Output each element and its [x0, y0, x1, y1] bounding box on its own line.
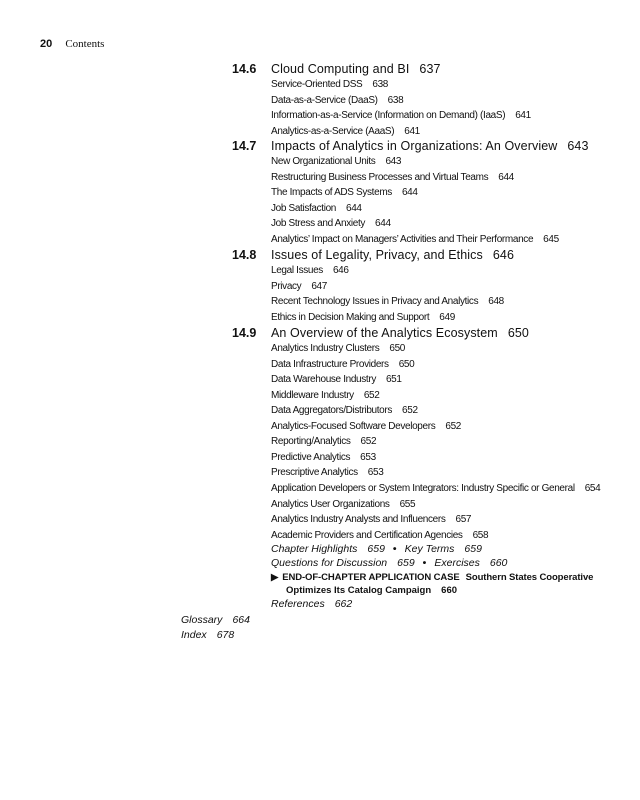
toc-entry-page: 655: [399, 498, 416, 510]
toc-entry-title: Recent Technology Issues in Privacy and Analytics: [271, 296, 479, 308]
chapter-highlights-page: 659: [367, 543, 385, 555]
toc-entry-title: The Impacts of ADS Systems: [271, 187, 392, 199]
page-number: 20: [40, 38, 53, 50]
toc-entry: [271, 312, 455, 323]
toc-entry-page: 649: [439, 311, 455, 323]
exercises-page: 660: [489, 557, 508, 569]
toc-entry-title: Middleware Industry: [271, 389, 354, 401]
toc-entry: [271, 452, 376, 463]
toc-entry-page: 644: [401, 187, 418, 199]
toc-entry-page: 650: [398, 358, 415, 370]
section-number: 14.7: [232, 139, 257, 153]
toc-entry-title: Data Aggregators/Distributors: [271, 405, 393, 417]
toc-entry-page: 641: [515, 110, 531, 122]
toc-entry: [271, 421, 461, 432]
toc-entry-page: 648: [488, 296, 504, 308]
toc-entry-page: 650: [389, 343, 406, 354]
references: [271, 598, 352, 610]
toc-entry-title: Job Satisfaction: [271, 202, 336, 214]
toc-entry: [271, 359, 414, 370]
section-page: 646: [492, 248, 515, 262]
application-case-label: END-OF-CHAPTER APPLICATION CASE: [282, 572, 460, 583]
toc-entry: [271, 514, 471, 525]
toc-entry-title: Analytics-Focused Software Developers: [271, 420, 436, 432]
toc-entry-title: Privacy: [271, 280, 302, 292]
toc-entry: [271, 95, 403, 106]
section-page: 643: [567, 139, 589, 153]
toc-entry: [271, 110, 531, 121]
toc-entry: [271, 499, 415, 510]
toc-entry-page: 645: [543, 233, 559, 245]
section-heading: [271, 326, 529, 340]
section-number: 14.6: [232, 62, 257, 76]
back-matter-title: Glossary: [181, 614, 223, 626]
running-head-label: Contents: [65, 38, 105, 50]
toc-entry: [271, 187, 418, 198]
section-title: Issues of Legality, Privacy, and Ethics: [271, 248, 483, 262]
application-case-title-1: Southern States Cooperative: [465, 572, 594, 583]
toc-entry-title: Academic Providers and Certification Agencies: [271, 529, 463, 541]
toc-entry-title: Information-as-a-Service (Information on Demand) (IaaS): [271, 110, 506, 122]
toc-entry-title: Analytics Industry Analysts and Influencers: [271, 514, 446, 526]
toc-entry-title: Data Warehouse Industry: [271, 374, 376, 386]
toc-entry: [271, 343, 405, 354]
toc-entry-title: Data Infrastructure Providers: [271, 358, 389, 370]
section-number: 14.9: [232, 326, 257, 340]
toc-entry: [271, 234, 559, 245]
section-heading: [271, 248, 514, 262]
toc-entry-title: Job Stress and Anxiety: [271, 218, 366, 230]
section-page: 650: [507, 326, 529, 340]
toc-entry: [271, 172, 514, 183]
toc-entry: [271, 126, 420, 137]
bullet-separator: •: [422, 557, 427, 569]
toc-entry-title: Legal Issues: [271, 265, 323, 276]
toc-entry-page: 652: [402, 405, 418, 417]
toc-entry-title: Analytics User Organizations: [271, 498, 390, 510]
toc-entry-page: 652: [360, 436, 377, 448]
toc-entry: [271, 265, 349, 276]
toc-entry-page: 643: [385, 156, 402, 167]
end-matter-line-2: [271, 557, 507, 569]
questions-page: 659: [397, 557, 415, 569]
toc-entry-page: 644: [498, 171, 514, 183]
application-case-line-2: [286, 585, 457, 596]
questions-label: Questions for Discussion: [271, 557, 388, 569]
toc-entry-page: 644: [375, 218, 391, 230]
toc-entry-page: 638: [372, 79, 389, 90]
back-matter-entry: [181, 614, 250, 626]
toc-entry-title: Application Developers or System Integrators: Industry Specific or General: [271, 482, 575, 494]
section-number: 14.8: [232, 248, 257, 262]
toc-entry-title: Analytics Industry Clusters: [271, 343, 380, 354]
toc-entry-title: Predictive Analytics: [271, 451, 351, 463]
back-matter-entry: [181, 629, 234, 641]
references-page: 662: [334, 598, 353, 610]
toc-entry-page: 653: [360, 451, 376, 463]
toc-entry-title: Prescriptive Analytics: [271, 467, 358, 479]
bullet-separator: •: [392, 543, 397, 555]
toc-entry: [271, 218, 391, 229]
toc-entry-page: 654: [584, 482, 601, 494]
toc-entry-page: 638: [387, 94, 404, 106]
section-page: 637: [419, 62, 441, 76]
toc-entry-title: New Organizational Units: [271, 156, 376, 167]
toc-entry: [271, 281, 327, 292]
toc-entry-page: 652: [445, 420, 461, 432]
toc-entry: [271, 156, 401, 167]
key-terms-label: Key Terms: [404, 543, 455, 555]
toc-entry: [271, 467, 383, 478]
toc-entry: [271, 390, 379, 401]
application-case-title-2: Optimizes Its Catalog Campaign: [286, 585, 432, 596]
toc-entry-page: 641: [404, 125, 420, 137]
toc-entry: [271, 436, 376, 447]
toc-entry-title: Analytics’ Impact on Managers’ Activities and Their Performance: [271, 233, 534, 245]
toc-entry-page: 647: [311, 280, 327, 292]
play-arrow-icon: ▶: [271, 572, 279, 583]
toc-entry-page: 653: [367, 467, 384, 479]
toc-entry-page: 652: [363, 389, 380, 401]
section-heading: [271, 62, 441, 76]
section-title: Cloud Computing and BI: [271, 62, 410, 76]
toc-entry-title: Service-Oriented DSS: [271, 79, 363, 90]
toc-entry-title: Analytics-as-a-Service (AaaS): [271, 125, 395, 137]
toc-entry-title: Ethics in Decision Making and Support: [271, 311, 430, 323]
application-case: [271, 572, 593, 583]
toc-entry: [271, 203, 362, 214]
toc-entry-page: 646: [332, 265, 349, 276]
exercises-label: Exercises: [434, 557, 480, 569]
back-matter-page: 664: [232, 614, 250, 626]
toc-entry: [271, 79, 388, 90]
application-case-page: 660: [441, 585, 458, 596]
chapter-highlights-label: Chapter Highlights: [271, 543, 358, 555]
toc-entry-page: 651: [385, 374, 402, 386]
toc-entry-page: 644: [346, 202, 362, 214]
toc-entry-title: Restructuring Business Processes and Virtual Teams: [271, 171, 489, 183]
toc-entry-page: 657: [455, 514, 472, 526]
section-title: Impacts of Analytics in Organizations: An Overview: [271, 139, 558, 153]
toc-entry: [271, 374, 402, 385]
toc-entry: [271, 530, 488, 541]
toc-entry-title: Reporting/Analytics: [271, 436, 351, 448]
key-terms-page: 659: [464, 543, 482, 555]
references-label: References: [271, 598, 325, 610]
section-heading: [271, 139, 589, 153]
toc-entry: [271, 483, 600, 494]
toc-entry: [271, 296, 504, 307]
section-title: An Overview of the Analytics Ecosystem: [271, 326, 498, 340]
toc-entry-title: Data-as-a-Service (DaaS): [271, 94, 378, 106]
toc-entry-page: 658: [472, 529, 489, 541]
end-matter-line-1: [271, 543, 482, 555]
toc-entry: [271, 405, 418, 416]
back-matter-title: Index: [181, 629, 207, 641]
back-matter-page: 678: [216, 629, 235, 641]
